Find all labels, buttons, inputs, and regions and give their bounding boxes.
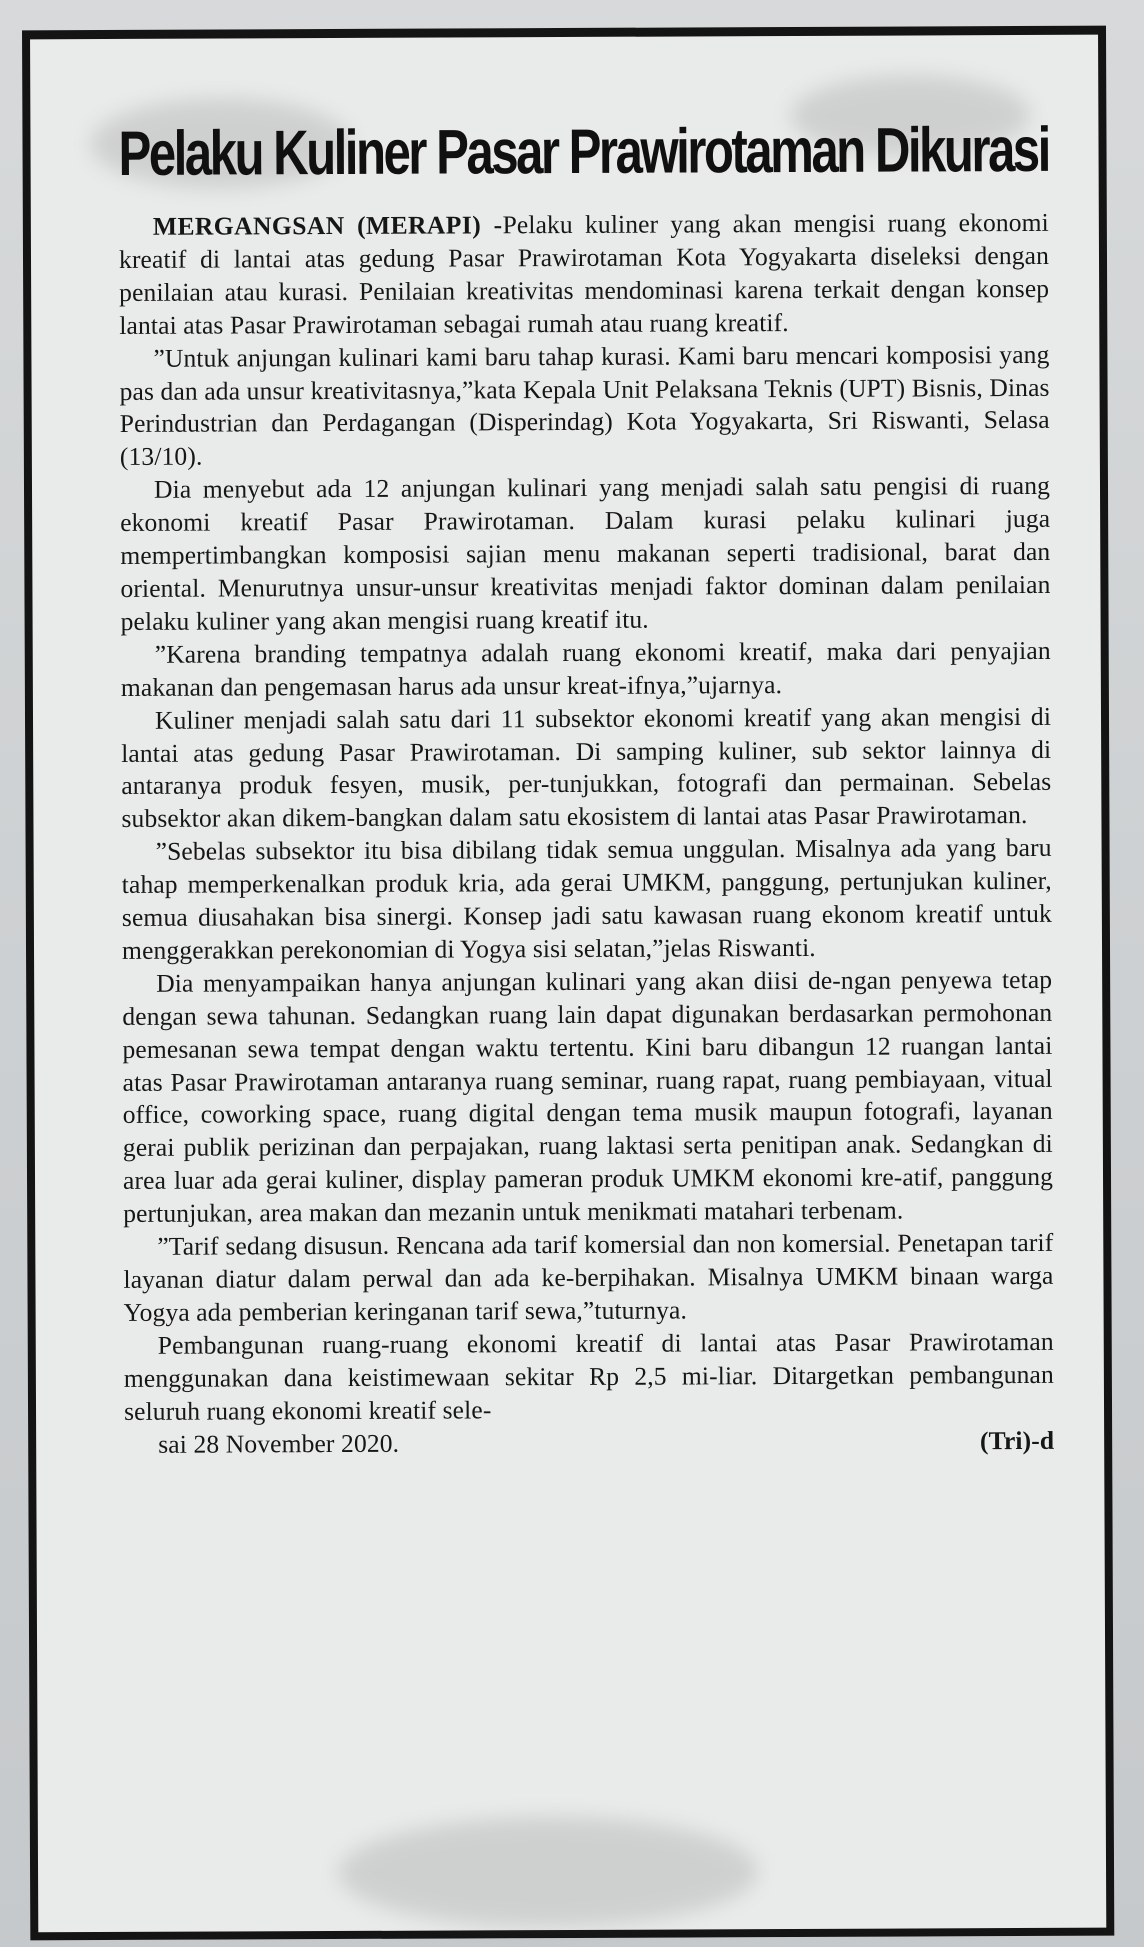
paragraph: ”Sebelas subsektor itu bisa dibilang tidak semua unggulan. Misalnya ada yang baru tahap memperkenalkan produk kria, ada gerai UMKM, panggung, pertunjukan kuliner, semua diusahakan bisa sinergi. Konsep jadi satu kawasan ruang ekonom kreatif untuk menggerakkan perekonomian di Yogya sisi selatan,”jelas Riswanti. (121, 833, 1052, 965)
print-smudge (338, 1816, 758, 1928)
paragraph: Kuliner menjadi salah satu dari 11 subsektor ekonomi kreatif yang akan mengisi di lantai atas gedung Pasar Prawirotaman. Di samping kuliner, sub sektor lainnya di antaranya produk fesyen, musik, per-tunjukkan, fotografi dan permainan. Sebelas subsektor akan dikem-bangkan dalam satu ekosistem di lantai atas Pasar Prawirotaman. (121, 701, 1052, 834)
news-article (118, 95, 1054, 1461)
headline: Pelaku Kuliner Pasar Prawirotaman Dikurasi (118, 114, 1049, 189)
paragraph: ”Karena branding tempatnya adalah ruang ekonomi kreatif, maka dari penyajian makanan dan pengemasan harus ada unsur kreat-ifnya,”ujarnya. (120, 635, 1051, 702)
paragraph: Pembangunan ruang-ruang ekonomi kreatif di lantai atas Pasar Prawirotaman menggunakan dana keistimewaan sekitar Rp 2,5 mi-liar. Ditargetkan pembangunan seluruh ruang ekonomi kreatif sele- (123, 1326, 1054, 1426)
byline: (Tri)-d (979, 1425, 1055, 1455)
paragraph-text: Pelaku kuliner yang akan mengisi ruang ekonomi kreatif di lantai atas gedung Pasar Prawirotaman Kota Yogyakarta diseleksi dengan penilaian atau kurasi. Penilaian kreativitas mendominasi karena terkait dengan konsep lantai atas Pasar Prawirotaman sebagai rumah atau ruang kreatif. (118, 207, 1050, 340)
paragraph (119, 207, 1050, 343)
dateline: MERGANGSAN (MERAPI) - (152, 210, 503, 241)
newspaper-clipping (22, 26, 1114, 1941)
paragraph: ”Untuk anjungan kulinari kami baru tahap kurasi. Kami baru mencari komposisi yang pas dan ada unsur kreativitasnya,”kata Kepala Unit Pelaksana Teknis (UPT) Bisnis, Dinas Perindustrian dan Perdagangan (Disperindag) Kota Yogyakarta, Sri Riswanti, Selasa (13/10). (119, 339, 1050, 472)
paragraph: Dia menyampaikan hanya anjungan kulinari yang akan diisi de-ngan penyewa tetap dengan sewa tahunan. Sedangkan ruang lain dapat digunakan berdasarkan permohonan pemesanan sewa tempat dengan waktu tertentu. Kini baru dibangun 12 ruangan lantai atas Pasar Prawirotaman antaranya ruang seminar, ruang rapat, ruang pembiayaan, vitual office, coworking space, ruang digital dengan tema musik maupun fotografi, layanan gerai publik perizinan dan perpajakan, ruang laktasi serta penitipan anak. Sedangkan di area luar ada gerai kuliner, display pameran produk UMKM ekonomi kre-atif, panggung pertunjukan, area makan dan mezanin untuk menikmati matahari terbenam. (122, 964, 1054, 1229)
paragraph: Dia menyebut ada 12 anjungan kulinari yang menjadi salah satu pengisi di ruang ekonomi kreatif Pasar Prawirotaman. Dalam kurasi pelaku kulinari juga mempertimbangkan komposisi sajian menu makanan seperti tradisional, barat dan oriental. Menurutnya unsur-unsur kreativitas menjadi faktor dominan dalam penilaian pelaku kuliner yang akan mengisi ruang kreatif itu. (120, 471, 1051, 636)
closing-text: sai 28 November 2020. (158, 1428, 400, 1459)
paragraph: ”Tarif sedang disusun. Rencana ada tarif komersial dan non komersial. Penetapan tarif layanan diatur dalam perwal dan ada ke-berpihakan. Misalnya UMKM binaan warga Yogya ada pemberian keringanan tarif sewa,”tuturnya. (123, 1227, 1054, 1327)
article-body (119, 207, 1054, 1461)
closing-line (124, 1424, 1054, 1461)
